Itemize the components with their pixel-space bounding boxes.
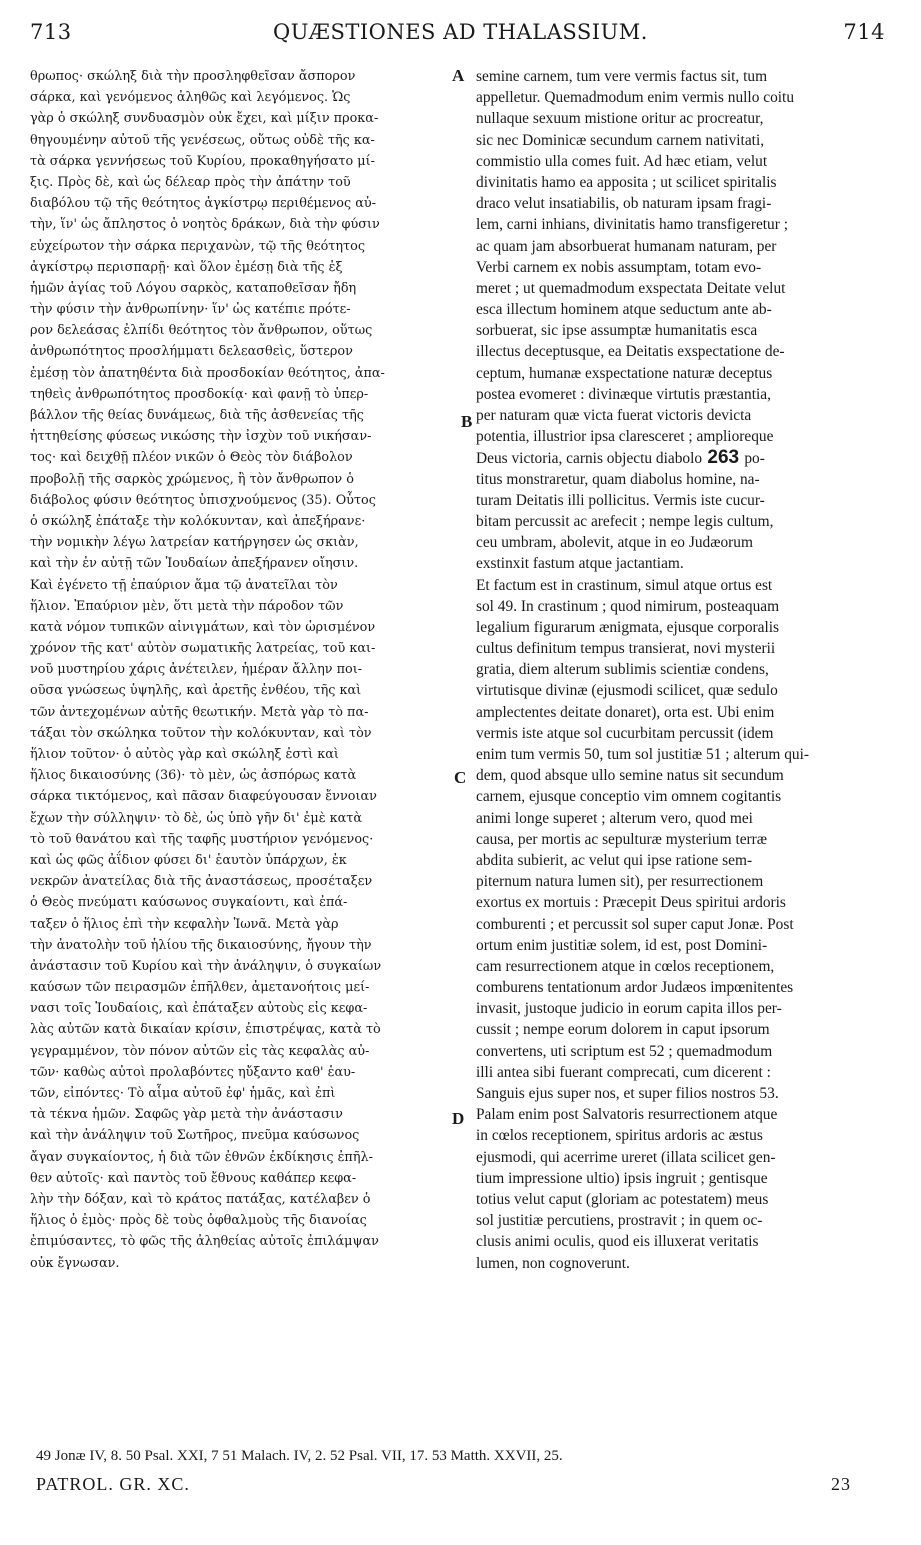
- latin-text-line: cam resurrectionem atque in cœlos receptionem,: [476, 957, 775, 975]
- greek-text-line: Καὶ ἐγένετο τῇ ἐπαύριον ἅμα τῷ ἀνατεῖλαι τὸν: [30, 577, 338, 593]
- latin-text-line: legalium figurarum ænigmata, ejusque corporalis: [476, 618, 780, 636]
- greek-text-line: κατὰ νόμον τυπικῶν αἰνιγμάτων, καὶ τὸν ὡρισμένον: [30, 619, 376, 635]
- greek-text-line: ὁ σκώληξ ἐπάταξε τὴν κολόκυνταν, καὶ ἀπεξήρανε·: [30, 513, 366, 529]
- latin-text-line: ceu umbram, abolevit, atque in eo Judæorum: [476, 534, 753, 552]
- greek-text-line: ἐπιμύσαντες, τὸ φῶς τῆς ἀληθείας αὐτοῖς ἐπιλάμψαν: [30, 1234, 379, 1250]
- greek-text-line: σάρκα τικτόμενος, καὶ πᾶσαν διαφεύγουσαν ἔννοιαν: [30, 789, 377, 805]
- greek-text-line: ἄγαν συγκαίοντος, ἡ διὰ τῶν ἐθνῶν ἐκδίκησις ἐπῆλ-: [30, 1149, 373, 1165]
- latin-text-line: enim tum vermis 50, tum sol justitiæ 51 ; alterum qui-: [476, 746, 810, 763]
- greek-text-line: τὴν φύσιν τὴν ἀνθρωπίνην· ἵν' ὡς κατέπιε πρότε-: [30, 302, 351, 318]
- latin-text-line: potentia, illustrior ipsa claresceret ; amplioreque: [476, 428, 774, 446]
- greek-text-line: τος· καὶ δειχθῇ πλέον νικῶν ὁ Θεὸς τὸν διάβολον: [30, 450, 353, 466]
- latin-text-line: titus monstraretur, quam diabolus homine, na-: [476, 470, 760, 488]
- latin-text-line: illi antea sibi fuerant comprecati, cum dicerent :: [476, 1063, 771, 1081]
- greek-text-line: οῦσα γνώσεως ὑψηλῆς, καὶ ἀρετῆς ἐνθέου, τῆς καὶ: [30, 683, 362, 699]
- latin-text-line: meret ; ut quemadmodum exspectata Deitate velut: [476, 279, 786, 297]
- latin-text-line: abdita subierit, ac velut qui ipse ratione sem-: [476, 851, 753, 869]
- greek-text-line: τάξαι τὸν σκώληκα τοῦτον τὴν κολόκυνταν, καὶ τὸν: [30, 725, 372, 741]
- latin-text-line: divinitatis hamo ea apposita ; ut scilicet spiritalis: [476, 173, 777, 191]
- column-number-suffix: po-: [744, 450, 765, 468]
- left-column-number: 713: [30, 20, 72, 44]
- latin-text-line: ac quam jam absorbuerat humanam naturam, per: [476, 237, 777, 255]
- greek-text-line: ἥλιον τοῦτον· ὁ αὐτὸς γὰρ καὶ σκώληξ ἐστὶ καὶ: [30, 747, 339, 762]
- greek-text-line: διάβολος φύσιν θεότητος ὑπισχνούμενος (35). Οὗτος: [30, 492, 376, 508]
- greek-text-line: τῶν, εἰπόντες· Τὸ αἷμα αὐτοῦ ἐφ' ἡμᾶς, καὶ ἐπὶ: [30, 1086, 336, 1101]
- page-number: 23: [831, 1474, 851, 1494]
- greek-text-line: ἡμῶν ἁγίας τοῦ Λόγου σαρκὸς, καταποθεῖσαν ἤδη: [30, 280, 357, 296]
- page-footer: [36, 1474, 851, 1495]
- greek-text-line: γὰρ ὁ σκώληξ συνδυασμὸν οὐκ ἔχει, καὶ μίξιν προκα-: [30, 111, 379, 127]
- greek-text-line: θρωπος· σκώληξ διὰ τὴν προσληφθεῖσαν ἄσπορον: [30, 69, 356, 84]
- greek-text-line: γεγραμμένον, τὸν πόνον αὐτῶν εἰς τὰς κεφαλὰς αὐ-: [30, 1043, 370, 1059]
- greek-text-line: ἥλιος ὁ ἐμὸς· πρὸς δὲ τοὺς ὀφθαλμοὺς τῆς διανοίας: [30, 1213, 367, 1229]
- greek-text-line: ἀνάστασιν τοῦ Κυρίου καὶ τὴν ἀνάληψιν, ὁ συγκαίων: [30, 958, 382, 974]
- greek-text-line: ἐμέσῃ τὸν ἀπατηθέντα διὰ προσδοκίαν θεότητος, ἀπα-: [30, 365, 385, 381]
- footnotes: 49 Jonæ IV, 8. 50 Psal. XXI, 7 51 Malach. IV, 2. 52 Psal. VII, 17. 53 Matth. XXVII, 25.: [36, 1448, 563, 1464]
- latin-text-line: exortus ex mortuis : Præcepit Deus spiritui ardoris: [476, 894, 786, 912]
- latin-text-line: comburenti ; et percussit sol super caput Jonæ. Post: [476, 915, 794, 933]
- section-marker-c: C: [454, 768, 467, 787]
- greek-text-line: ἥλιος δικαιοσύνης (36)· τὸ μὲν, ὡς ἀσπόρως κατὰ: [30, 768, 357, 784]
- latin-text-line: commistio ulla comes fuit. Ad hæc etiam, velut: [476, 152, 768, 170]
- latin-text-line: ortum enim justitiæ solem, id est, post Domini-: [476, 936, 768, 954]
- running-title: QUÆSTIONES AD THALASSIUM.: [273, 20, 648, 44]
- greek-text-line: τὰ τέκνα ἡμῶν. Σαφῶς γὰρ μετὰ τὴν ἀνάστασιν: [30, 1107, 343, 1123]
- latin-text-line: ejusmodi, qui acerrime ureret (illata scilicet gen-: [476, 1148, 776, 1166]
- greek-text-line: χρόνον τῆς κατ' αὐτὸν σωματικῆς λατρείας, τοῦ και-: [30, 641, 376, 657]
- greek-text-line: νοῦ μυστηρίου χάρις ἀνέτειλεν, ἡμέραν ἄλλην ποι-: [30, 662, 363, 678]
- latin-text-line: turam Deitatis illi pollicitus. Vermis iste cucur-: [476, 491, 765, 509]
- latin-text-line: animi longe superet ; alterum vero, quod mei: [476, 809, 753, 827]
- latin-text-line: virtutisque divinæ (ejusmodi scilicet, quæ sedulo: [476, 682, 778, 700]
- latin-text-line: convertens, uti scriptum est 52 ; quemadmodum: [476, 1042, 773, 1060]
- latin-text-line: Et factum est in crastinum, simul atque ortus est: [476, 576, 773, 594]
- latin-text-line: Palam enim post Salvatoris resurrectionem atque: [476, 1106, 778, 1124]
- greek-text-line: τὸ τοῦ θανάτου καὶ τῆς ταφῆς μυστήριον γενόμενος·: [30, 831, 374, 847]
- greek-text-line: θηγουμένην αὐτοῦ τῆς γενέσεως, οὕτως οὐδὲ τῆς κα-: [30, 132, 375, 148]
- greek-text-line: εὐχείρωτον τὴν σάρκα περιχανὼν, τῷ τῆς θεότητος: [30, 238, 366, 254]
- latin-text-line: ceptum, humanæ exspectatione naturæ deceptus: [476, 364, 773, 382]
- latin-text-line: piternum natura lumen sit), per resurrectionem: [476, 873, 764, 891]
- latin-text-column: [476, 66, 896, 1416]
- latin-text-line: illectus deceptusque, ea Deitatis exspectatione de-: [476, 343, 785, 361]
- section-marker-d: D: [452, 1109, 465, 1128]
- greek-text-line: τὴν νομικὴν λέγω λατρείαν κατήργησεν ὡς σκιὰν,: [30, 535, 359, 551]
- latin-text-line: cussit ; nempe eorum dolorem in caput ipsorum: [476, 1021, 770, 1039]
- greek-text-line: νασι τοῖς Ἰουδαίοις, καὶ ἐπάταξεν αὐτοὺς εἰς κεφα-: [30, 1001, 368, 1017]
- latin-text-line: sol justitiæ percutiens, prostravit ; in quem oc-: [476, 1212, 763, 1230]
- greek-text-line: βάλλον τῆς θείας δυνάμεως, διὰ τῆς ἀσθενείας τῆς: [30, 408, 364, 423]
- greek-text-line: τὴν, ἵν' ὡς ἄπληστος ὁ νοητὸς δράκων, διὰ τὴν φύσιν: [30, 217, 380, 233]
- column-number: 263: [702, 447, 745, 469]
- greek-text-line: θεν αὐτοῖς· καὶ παντὸς τοῦ ἔθνους καθάπερ κεφα-: [30, 1170, 357, 1186]
- latin-text-line: amplectentes deitate donaret), orta est. Ubi enim: [476, 703, 775, 721]
- greek-text-line: καὶ τὴν ἀνάληψιν τοῦ Σωτῆρος, πνεῦμα καύσωνος: [30, 1128, 360, 1144]
- greek-text-line: τῶν· καθὼς αὐτοὶ προλαβόντες ηὔξαντο καθ' ἑαυ-: [30, 1064, 356, 1080]
- section-marker-a: A: [452, 66, 465, 85]
- greek-text-line: προβολῇ τῆς σαρκὸς χρώμενος, ἢ τὸν ἄνθρωπον ὁ: [30, 471, 354, 487]
- greek-text-line: ταξεν ὁ ἥλιος ἐπὶ τὴν κεφαλὴν Ἰωνᾶ. Μετὰ γὰρ: [30, 916, 339, 932]
- latin-text-line: Verbi carnem ex nobis assumptam, totam evo-: [476, 258, 762, 276]
- series-label: PATROL. GR. XC.: [36, 1474, 190, 1494]
- latin-text-line: causa, per mortis ac sepulturæ mysterium terræ: [476, 830, 768, 848]
- greek-text-line: λὰς αὐτῶν κατὰ δικαίαν κρίσιν, ἐπιστρέψας, κατὰ τὸ: [30, 1022, 381, 1038]
- latin-text-line: comburens tentationum ardor Judæos impœnitentes: [476, 979, 794, 997]
- greek-text-line: ἀνθρωπότητος προσλήμματι δελεασθεὶς, ὕστερον: [30, 344, 353, 360]
- latin-text-line: vermis iste atque sol cucurbitam percussit (idem: [476, 724, 774, 742]
- latin-text-line: lumen, non cognoverunt.: [476, 1254, 630, 1272]
- latin-text-line: tium impressione ultio) ipsis ingruit ; gentisque: [476, 1169, 768, 1187]
- greek-text-line: ξις. Πρὸς δὲ, καὶ ὡς δέλεαρ πρὸς τὴν ἀπάτην τοῦ: [30, 174, 351, 190]
- latin-text-line: totius velut caput (gloriam ac potestatem) meus: [476, 1190, 769, 1208]
- greek-text-line: ὁ Θεὸς πνεύματι καύσωνος συγκαίοντι, καὶ ἐπά-: [30, 895, 348, 911]
- greek-text-line: τηθεὶς ἀνθρωπότητος προσδοκίᾳ· καὶ φανῇ τὸ ὑπερ-: [30, 386, 369, 402]
- greek-text-line: ἔχων τὴν σύλληψιν· τὸ δὲ, ὡς ὑπὸ γῆν δι' ἐμὲ κατὰ: [30, 810, 363, 826]
- section-marker-b: B: [461, 412, 473, 431]
- latin-text-line: postea evomeret : divinæque virtutis præstantia,: [476, 385, 771, 403]
- latin-text-line: dem, quod absque ullo semine natus sit secundum: [476, 767, 784, 785]
- greek-text-line: τὴν ἀνατολὴν τοῦ ἡλίου τῆς δικαιοσύνης, ἤγουν τὴν: [30, 937, 372, 953]
- greek-text-line: καὶ τὴν ἐν αὐτῇ τῶν Ἰουδαίων ἀπεξήρανεν οἴησιν.: [30, 556, 359, 572]
- latin-text-line: nullaque sexuum mistione oritur ac procreatur,: [476, 110, 764, 128]
- greek-text-line: καύσων τῶν πειρασμῶν ἐπῆλθεν, ἀμετανοήτοις μεί-: [30, 980, 370, 996]
- greek-text-line: τὰ σάρκα γεννήσεως τοῦ Κυρίου, προκαθηγήσατο μί-: [30, 153, 375, 169]
- latin-text-line: invasit, justoque judicio in eorum capita illos per-: [476, 1000, 782, 1018]
- greek-text-line: σάρκα, καὶ γενόμενος ἀληθῶς καὶ λεγόμενος. Ὡς: [30, 90, 351, 106]
- greek-text-line: οὐκ ἔγνωσαν.: [30, 1255, 120, 1271]
- right-column-number: 714: [843, 20, 885, 44]
- greek-text-line: ἥλιον. Ἐπαύριον μὲν, ὅτι μετὰ τὴν πάροδον τῶν: [30, 598, 344, 614]
- latin-text-line: sic nec Dominicæ secundum carnem nativitati,: [476, 131, 765, 149]
- latin-text-line: lem, carni inhians, divinitatis hamo transfigeretur ;: [476, 216, 789, 234]
- greek-text-column: [30, 66, 457, 1416]
- latin-text-line: sorbuerat, sic ipse assumptæ humanitatis esca: [476, 322, 758, 340]
- latin-text-line: Deus victoria, carnis objectu diabolo 263 po-: [476, 447, 765, 469]
- greek-text-line: τῶν ἀντεχομένων αὐτῆς θεωτικήν. Μετὰ γὰρ τὸ πα-: [30, 704, 369, 720]
- greek-text-line: ἀγκίστρῳ περισπαρῇ· καὶ ὅλον ἐμέσῃ διὰ τῆς ἐξ: [30, 259, 343, 275]
- latin-text-line: per naturam quæ victa fuerat victoris devicta: [476, 407, 752, 424]
- latin-text-line: exstinxit fastum atque jactantiam.: [476, 555, 684, 573]
- latin-text-line: sol 49. In crastinum ; quod nimirum, posteaquam: [476, 597, 780, 615]
- latin-text-line: draco velut insatiabilis, ob naturam ipsam fragi-: [476, 195, 772, 213]
- latin-text-line: clusis animi oculis, quod eis illuxerat veritatis: [476, 1233, 759, 1251]
- greek-text-line: λὴν τὴν δόξαν, καὶ τὸ κράτος πατάξας, κατέλαβεν ὁ: [30, 1191, 371, 1207]
- greek-text-line: διαβόλου τῷ τῆς θεότητος ἀγκίστρῳ περιθέμενος αὐ-: [30, 196, 376, 212]
- latin-text-line: appelletur. Quemadmodum enim vermis nullo coitu: [476, 89, 795, 107]
- latin-text-line: carnem, ejusque conceptio vim omnem cogitantis: [476, 788, 782, 806]
- latin-text-line: Sanguis ejus super nos, et super filios nostros 53.: [476, 1085, 779, 1102]
- greek-text-line: νεκρῶν ἀνατείλας διὰ τῆς ἀναστάσεως, προσέταξεν: [30, 874, 373, 890]
- latin-text-line: esca illectum hominem atque seductum ante ab-: [476, 301, 772, 319]
- latin-text-line: in cœlos receptionem, spiritus ardoris ac æstus: [476, 1127, 763, 1145]
- latin-text-line: semine carnem, tum vere vermis factus sit, tum: [476, 68, 768, 85]
- latin-text-line: cultus definitum tempus transierat, novi mysterii: [476, 640, 776, 658]
- greek-text-line: ἡττηθείσης φύσεως νικώσης τὴν ἰσχὺν τοῦ νικήσαν-: [30, 429, 372, 445]
- greek-text-line: ρον δελεάσας ἐλπίδι θεότητος τὸν ἄνθρωπον, οὕτως: [30, 323, 373, 339]
- greek-text-line: καὶ ὡς φῶς ἀΐδιον φύσει δι' ἑαυτὸν ὑπάρχων, ἐκ: [30, 852, 347, 868]
- latin-text-line: gratia, diem alterum sublimis scientiæ condens,: [476, 661, 769, 679]
- latin-text-line: bitam percussit ac arefecit ; nempe legis cultum,: [476, 512, 774, 530]
